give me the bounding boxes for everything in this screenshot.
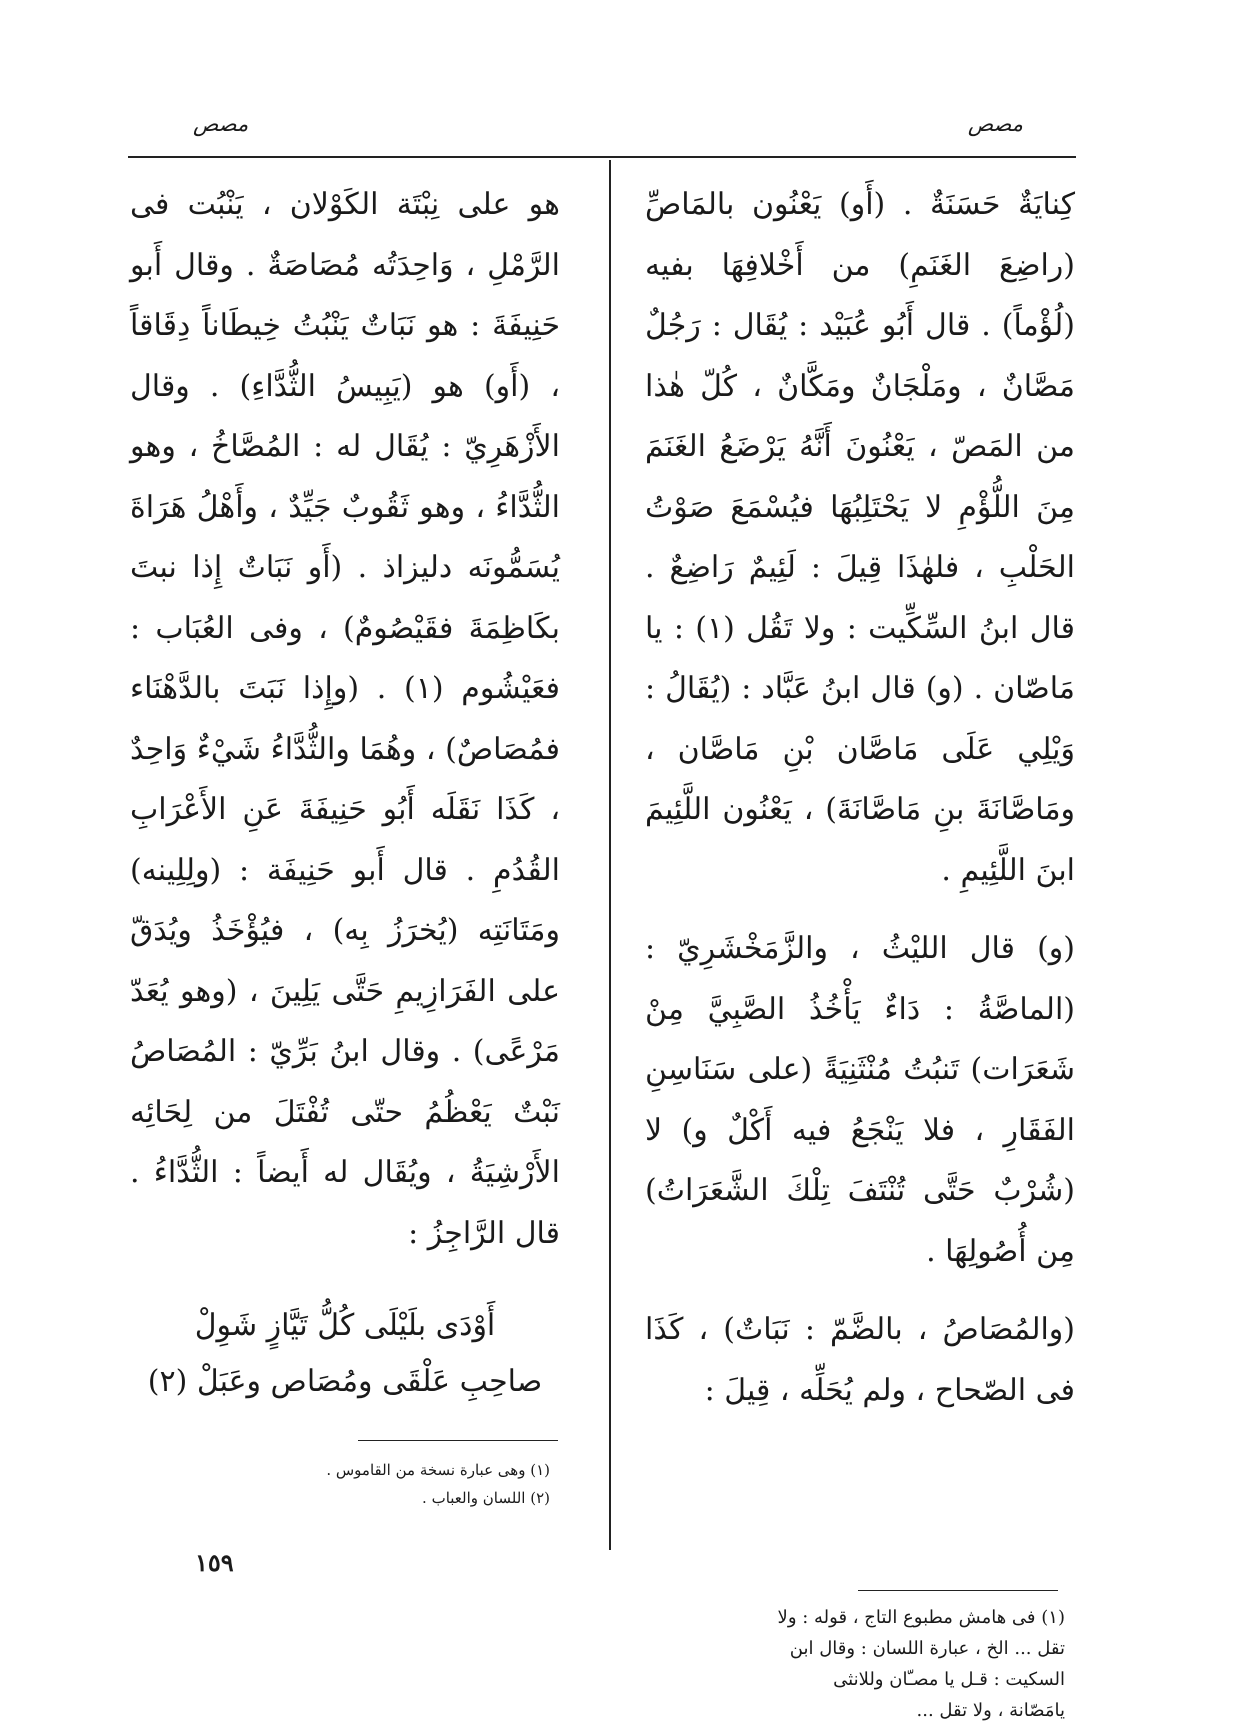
footnote-left-line-2: (٢) اللسان والعباب . xyxy=(422,1489,550,1507)
page-number: ١٥٩ xyxy=(195,1548,234,1577)
left-column xyxy=(130,175,560,1264)
footnote-left-line-1: (١) وهى عبارة نسخة من القاموس . xyxy=(326,1461,550,1479)
footnotes-left xyxy=(300,1456,550,1512)
footnote-right-line-1: (١) فى هامش مطبوع التاج ، قوله : ولا xyxy=(777,1607,1065,1628)
running-header-right: مصص xyxy=(967,112,1023,136)
footnote-rule-right xyxy=(858,1590,1058,1591)
right-column xyxy=(645,175,1075,1421)
header-rule xyxy=(128,156,1076,158)
running-header-left: مصص xyxy=(193,112,249,136)
footnote-right-line-2: تقل ... الخ ، عبارة اللسان : وقال ابن xyxy=(789,1638,1065,1659)
footnotes-right xyxy=(645,1602,1065,1726)
right-paragraph-2: (و) قال الليْثُ ، والزَّمَخْشَرِيّ : (الماصَّةُ : دَاءٌ يَأْخُذُ الصَّبِيَّ مِنْ شَعَرَات) تَنبُتُ مُنْثَنِيَةً (على سَنَاسِنِ الفَقَارِ ، فلا يَنْجَعُ فيه أَكْلٌ و) لا (شُرْبٌ حَتَّى تُنْتَفَ تِلْكَ الشَّعَرَاتُ) مِن أُصُولِهَا . xyxy=(645,931,1075,1269)
poem-line-2: صاحِبِ عَلْقَى ومُصَاص وعَبَلْ (٢) xyxy=(147,1364,543,1399)
poem-line-1: أَوْدَى بلَيْلَى كُلُّ تَيَّازٍ شَوِلْ xyxy=(194,1308,496,1343)
poem-verse xyxy=(130,1298,560,1410)
footnote-rule-left xyxy=(358,1440,558,1441)
footnote-right-line-3: السكيت : قـل يا مصـّان وللانثى xyxy=(833,1669,1065,1690)
footnote-right-line-4: يامَصّانة ، ولا تقل ... xyxy=(916,1700,1065,1721)
left-paragraph-1: هو على نِبْتَة الكَوْلان ، يَنْبُت فى الرَّمْلِ ، وَاحِدَتُه مُصَاصَةٌ . وقال أَبو حَنِيفَةَ : هو نَبَاتٌ يَنْبُتُ خِيطَاناً دِقَاقاً ، (أَو) هو (يَبِيسُ الثُّدَّاءِ) . وقال الأَزْهَرِيّ : يُقَال له : المُصَّاخُ ، وهو الثُّدَّاءُ ، وهو ثَقُوبٌ جَيِّدٌ ، وأَهْلُ هَرَاةَ يُسَمُّونَه دليزاذ . (أَو نَبَاتٌ إِذا نبتَ بكَاظِمَةَ فقَيْصُومٌ) ، وفى العُبَاب : فعَيْشُوم (١) . (وإِذا نَبَتَ بالدَّهْنَاء فمُصَاصٌ) ، وهُمَا والثُّدَّاءُ شَيْءٌ وَاحِدٌ ، كَذَا نَقَلَه أَبُو حَنِيفَةَ عَنِ الأَعْرَابِ القُدُمِ . قال أَبو حَنِيفَة : (ولِلِينه) ومَتَانَتِه (يُخرَزُ بِه) ، فيُؤْخَذُ ويُدَقّ على الفَرَازِيمِ حَتَّى يَلِينَ ، (وهو يُعَدّ مَرْعًى) . وقال ابنُ بَرِّيّ : المُصَاصُ نَبْتٌ يَعْظُمُ حتّى تُفْتَلَ من لِحَائِه الأَرْشِيَةُ ، ويُقَال له أَيضاً : الثُّدَّاءُ . قال الرَّاجِزُ : xyxy=(130,187,560,1251)
right-paragraph-1: كِنايَةٌ حَسَنَةٌ . (أَو) يَعْنُون بالمَاصِّ (راضِعَ الغَنَمِ) من أَخْلافِهَا بفيه (لُؤْماً) . قال أَبُو عُبَيْد : يُقَال : رَجُلٌ مَصَّانٌ ، ومَلْجَانٌ ومَكَّانٌ ، كُلّ هٰذا من المَصّ ، يَعْنُونَ أَنَّهُ يَرْضَعُ الغَنَمَ مِنَ اللُّؤْمِ لا يَحْتَلِبُهَا فيُسْمَعَ صَوْتُ الحَلْبِ ، فلهٰذَا قِيلَ : لَئِيمٌ رَاضِعٌ . قال ابنُ السِّكِّيت : ولا تَقُل (١) : يا مَاصّان . (و) قال ابنُ عَبَّاد : (يُقَالُ : وَيْلِي عَلَى مَاصَّان بْنِ مَاصَّان ، ومَاصَّانَةَ بنِ مَاصَّانَةَ) ، يَعْنُون اللَّئِيمَ ابنَ اللَّئِيمِ . xyxy=(645,187,1075,888)
column-divider xyxy=(609,160,611,1550)
right-paragraph-3: (والمُصَاصُ ، بالضَّمّ : نَبَاتٌ) ، كَذَا فى الصّحاح ، ولم يُحَلِّه ، قِيلَ : xyxy=(645,1312,1075,1408)
